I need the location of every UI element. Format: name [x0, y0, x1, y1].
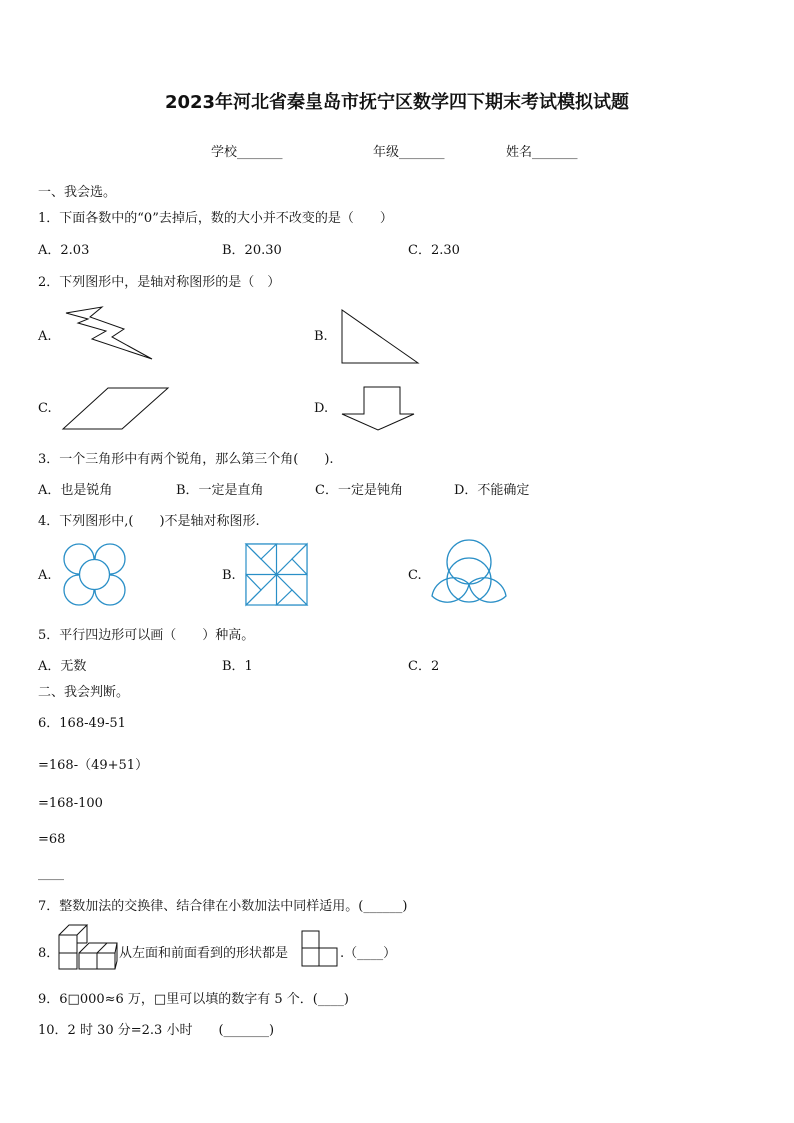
section-heading-judge: 二、我会判断。 [38, 685, 130, 700]
parallelogram-shape [62, 387, 170, 431]
question-7-stem: 7．整数加法的交换律、结合律在小数加法中同样适用。(______) [38, 899, 408, 914]
question-6-line-3: =168-100 [38, 796, 103, 811]
question-2-option-c: C. [38, 401, 52, 416]
page-title: 2023年河北省秦皇岛市抚宁区数学四下期末考试模拟试题 [164, 92, 630, 113]
question-8-text: 从左面和前面看到的形状都是 [119, 946, 289, 961]
question-3-stem: 3．一个三角形中有两个锐角，那么第三个角( ). [38, 452, 334, 467]
pinwheel-shape [245, 543, 309, 607]
down-arrow-shape [340, 386, 418, 432]
question-5-option-a: A．无数 [38, 659, 87, 674]
four-petal-flower-shape [62, 543, 128, 607]
question-6-answer-blank[interactable]: ____ [38, 866, 64, 881]
question-4-stem: 4．下列图形中,( )不是轴对称图形. [38, 514, 260, 529]
view-shape-figure [300, 929, 340, 969]
question-2-option-d: D. [314, 401, 329, 416]
question-3-option-d: D．不能确定 [454, 483, 530, 498]
question-1-option-c: C．2.30 [408, 243, 460, 258]
lightning-shape [64, 305, 156, 361]
question-3-option-c: C．一定是钝角 [315, 483, 403, 498]
grade-field: 年级_______ [373, 145, 445, 160]
question-4-option-a: A. [38, 568, 52, 583]
name-field: 姓名_______ [506, 145, 578, 160]
question-1-option-a: A．2.03 [38, 243, 90, 258]
school-field: 学校_______ [211, 145, 283, 160]
question-1-stem: 1．下面各数中的“0”去掉后，数的大小并不改变的是（ ） [38, 211, 393, 226]
question-10-stem: 10．2 时 30 分=2.3 小时 (_______) [38, 1023, 275, 1038]
question-4-option-b: B. [222, 568, 236, 583]
trefoil-shape [430, 538, 508, 612]
question-6-line-1: 6．168-49-51 [38, 716, 126, 731]
question-2-stem: 2．下列图形中，是轴对称图形的是（ ） [38, 275, 281, 290]
question-8-number: 8． [38, 946, 60, 961]
question-3-option-a: A．也是锐角 [38, 483, 113, 498]
question-1-option-b: B．20.30 [222, 243, 282, 258]
cube-stack-figure [57, 919, 119, 971]
question-5-stem: 5．平行四边形可以画（ ）种高。 [38, 628, 255, 643]
question-3-option-b: B．一定是直角 [176, 483, 264, 498]
question-8-tail: .（____） [340, 946, 397, 961]
question-5-option-c: C．2 [408, 659, 440, 674]
question-2-option-b: B. [314, 329, 328, 344]
section-heading-choice: 一、我会选。 [38, 185, 117, 200]
question-2-option-a: A. [38, 329, 52, 344]
question-6-line-4: =68 [38, 832, 66, 847]
right-triangle-shape [340, 308, 422, 366]
question-9-stem: 9．6□000≈6 万，□里可以填的数字有 5 个．(____) [38, 992, 349, 1007]
question-6-line-2: =168-（49+51） [38, 758, 149, 773]
question-4-option-c: C. [408, 568, 422, 583]
question-5-option-b: B．1 [222, 659, 253, 674]
